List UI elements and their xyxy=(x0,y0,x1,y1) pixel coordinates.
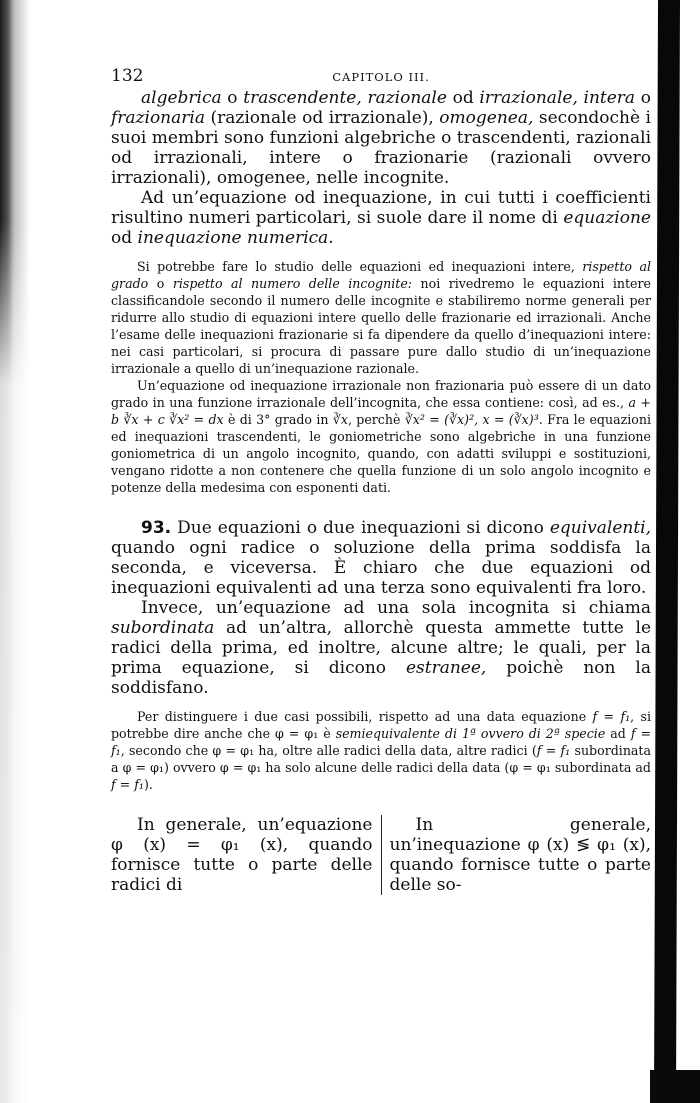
note-integer-equations: Si potrebbe fare lo studio delle equazioni ed inequazioni intere, rispetto al grado o rispetto al numero delle incognite: noi rivedremo le equazioni intere classificandole secondo il numero delle incognite e stabiliremo norme generali per ridurre allo studio di equazioni intere quello delle frazionarie ed irrazionali. Anche l’esame delle inequazioni frazionarie si fa dipendere da quello d’inequazioni intere: nei casi particolari, si procura di passare pure dallo studio di un’inequazione irrazionale a quello di un’inequazione razionale. xyxy=(111,259,651,376)
note-semiequivalent: Per distinguere i due casi possibili, rispetto ad una data equazione f = f₁, si potrebbe dire anche che φ = φ₁ è semiequivalente di 1ª ovvero di 2ª specie ad f = f₁, secondo che φ = φ₁ ha, oltre alle radici della data, altre radici (f = f₁ subordinata a φ = φ₁) ovvero φ = φ₁ ha solo alcune delle radici della data (φ = φ₁ subordinata ad f = f₁). xyxy=(111,709,652,792)
paragraph-numeric-equation: Ad un’equazione od inequazione, in cui tutti i coefficienti risultino numeri particolari, si suole dare il nome di equazione od inequazione numerica. xyxy=(111,188,651,248)
column-inequation: In generale, un’inequazione φ (x) ≶ φ₁ (x), quando fornisce tutte o parte delle so- xyxy=(389,815,651,895)
page-gutter-shadow xyxy=(0,0,30,1103)
scan-corner-shadow xyxy=(650,1070,700,1103)
running-title: CAPITOLO III. xyxy=(332,70,430,84)
two-column-section xyxy=(111,815,651,895)
section-number: 93. xyxy=(141,518,172,538)
paragraph-subordinate: Invece, un’equazione ad una sola incognita si chiama subordinata ad un’altra, allorchè questa ammette tutte le radici della prima, ed inoltre, alcune altre; le quali, per la prima equazione, si dicono estranee, poichè non la soddisfano. xyxy=(111,598,651,698)
note-irrational-equations: Un’equazione od inequazione irrazionale non frazionaria può essere di un dato grado in una funzione irrazionale dell’incognita, che essa contiene: così, ad es., a + b ∛x + c ∛x² = dx è di 3° grado in ∛x, perchè ∛x² = (∛x)², x = (∛x)³. Fra le equazioni ed inequazioni trascendenti, le goniometriche sono algebriche in una funzione goniometrica di un angolo incognito, quando, con adatti sviluppi e sostituzioni, vengano ridotte a non contenere che quella funzione di un solo angolo incognito e potenze della medesima con esponenti dati. xyxy=(111,378,652,495)
paragraph-definitions: algebrica o trascendente, razionale od irrazionale, intera o frazionaria (razionale od irrazionale), omogenea, secondochè i suoi membri sono funzioni algebriche o trascendenti, razionali od irrazionali, intere o frazionarie (razionali ovvero irrazionali), omogenee, nelle incognite. xyxy=(111,88,651,188)
section-93 xyxy=(111,518,651,598)
book-page xyxy=(111,62,651,895)
column-equation: In generale, un’equazione φ (x) = φ₁ (x), quando fornisce tutte o parte delle radici di xyxy=(111,815,382,895)
page-header xyxy=(111,62,651,88)
scan-right-border xyxy=(654,0,680,1103)
page-number: 132 xyxy=(111,66,144,86)
section-93-text: Due equazioni o due inequazioni si dicono equivalenti, quando ogni radice o soluzione della prima soddisfa la seconda, e viceversa. È chiaro che due equazioni od inequazioni equivalenti ad una terza sono equivalenti fra loro. xyxy=(111,518,651,598)
